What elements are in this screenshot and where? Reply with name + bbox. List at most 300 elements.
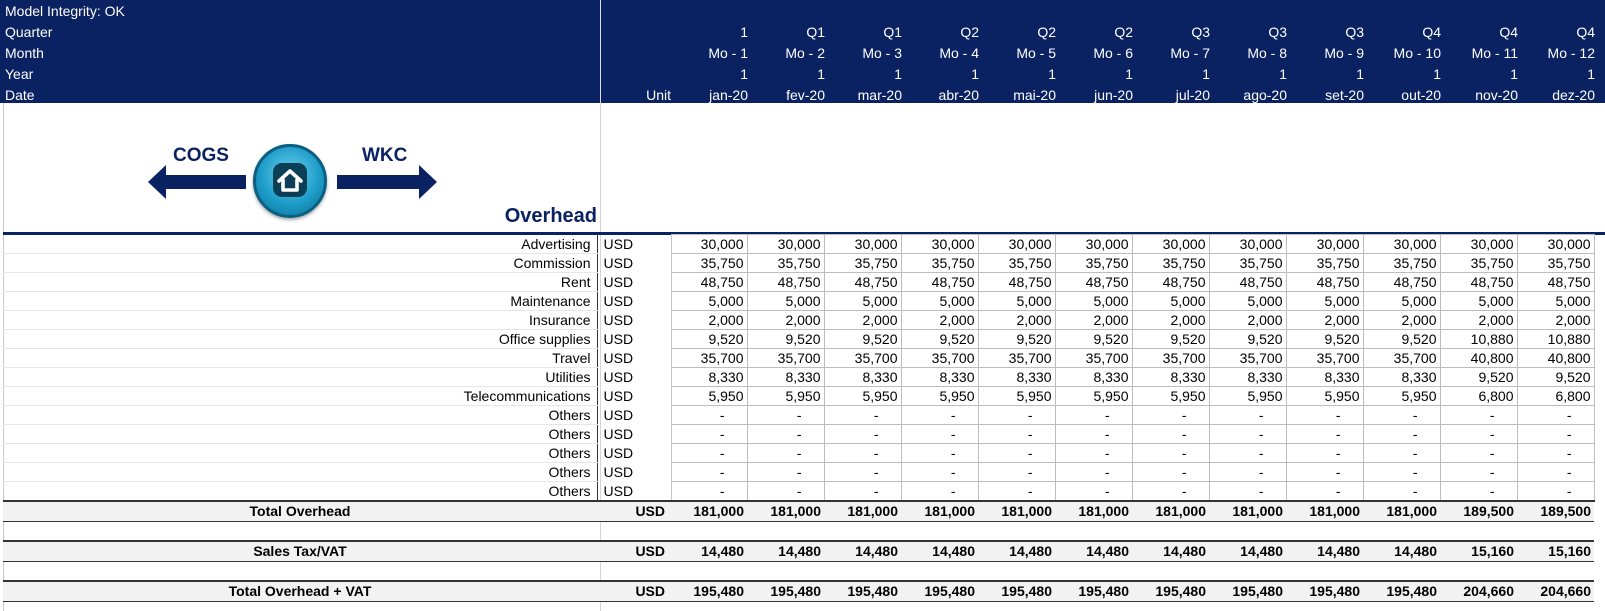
value-cell[interactable]: 9,520: [1209, 330, 1286, 349]
header-month-cell: Mo - 1: [708, 45, 748, 61]
value-cell[interactable]: 48,750: [1055, 273, 1132, 292]
row-unit[interactable]: USD: [597, 273, 671, 292]
value-cell[interactable]: -: [824, 406, 901, 425]
header-year-cell: 1: [1587, 66, 1595, 82]
value-cell[interactable]: -: [1363, 406, 1440, 425]
total-value-cell[interactable]: 195,480: [1363, 581, 1440, 601]
total-value-cell[interactable]: 195,480: [978, 581, 1055, 601]
value-cell[interactable]: 2,000: [671, 311, 747, 330]
value-cell[interactable]: 8,330: [671, 368, 747, 387]
value-cell[interactable]: -: [1055, 406, 1132, 425]
total-value-cell[interactable]: 14,480: [1055, 541, 1132, 561]
row-unit[interactable]: USD: [597, 444, 671, 463]
header-quarter-cell: Q2: [1037, 24, 1056, 40]
header-quarter-cell: Q2: [960, 24, 979, 40]
header-month-cell: Mo - 6: [1093, 45, 1133, 61]
header-year-cell: 1: [740, 66, 748, 82]
value-cell[interactable]: 2,000: [1286, 311, 1363, 330]
value-cell[interactable]: -: [978, 425, 1055, 444]
value-cell[interactable]: 35,750: [978, 254, 1055, 273]
total-value-cell[interactable]: 14,480: [671, 541, 747, 561]
total-value-cell[interactable]: 14,480: [978, 541, 1055, 561]
value-cell[interactable]: 35,700: [1209, 349, 1286, 368]
table-row: [3, 292, 1594, 311]
value-cell[interactable]: -: [978, 444, 1055, 463]
row-label: Insurance: [3, 311, 597, 330]
value-cell[interactable]: -: [671, 482, 747, 502]
value-cell[interactable]: 35,700: [978, 349, 1055, 368]
value-cell[interactable]: 48,750: [1132, 273, 1209, 292]
total-value-cell[interactable]: 181,000: [901, 501, 978, 521]
value-cell[interactable]: 10,880: [1440, 330, 1517, 349]
total-value-cell[interactable]: 181,000: [978, 501, 1055, 521]
total-row: [3, 541, 1594, 561]
value-cell[interactable]: 30,000: [671, 235, 747, 254]
header-date-cell: mai-20: [1013, 87, 1056, 103]
nav-cogs-link[interactable]: COGS: [173, 145, 229, 166]
row-label: Advertising: [3, 235, 597, 254]
header-year-cell: 1: [817, 66, 825, 82]
total-value-cell[interactable]: 195,480: [1209, 581, 1286, 601]
value-cell[interactable]: 35,700: [671, 349, 747, 368]
value-cell[interactable]: -: [747, 444, 824, 463]
row-label: Others: [3, 482, 597, 502]
value-cell[interactable]: -: [1517, 444, 1594, 463]
value-cell[interactable]: 2,000: [1209, 311, 1286, 330]
value-cell[interactable]: -: [901, 482, 978, 502]
value-cell[interactable]: 2,000: [901, 311, 978, 330]
header-date-cell: nov-20: [1475, 87, 1518, 103]
row-unit[interactable]: USD: [597, 463, 671, 482]
value-cell[interactable]: 8,330: [1286, 368, 1363, 387]
total-value-cell[interactable]: 14,480: [1209, 541, 1286, 561]
value-cell[interactable]: 9,520: [1363, 330, 1440, 349]
value-cell[interactable]: 10,880: [1517, 330, 1594, 349]
value-cell[interactable]: 2,000: [1363, 311, 1440, 330]
value-cell[interactable]: 48,750: [747, 273, 824, 292]
header-date-cell: mar-20: [857, 87, 902, 103]
total-value-cell[interactable]: 204,660: [1517, 581, 1594, 601]
value-cell[interactable]: 5,950: [1286, 387, 1363, 406]
table-row: [3, 330, 1594, 349]
spacer-cell: [3, 521, 1594, 541]
value-cell[interactable]: 6,800: [1440, 387, 1517, 406]
value-cell[interactable]: -: [1363, 425, 1440, 444]
value-cell[interactable]: 35,750: [1055, 254, 1132, 273]
value-cell[interactable]: 35,750: [1286, 254, 1363, 273]
value-cell[interactable]: 8,330: [901, 368, 978, 387]
value-cell[interactable]: 5,950: [671, 387, 747, 406]
value-cell[interactable]: -: [1440, 425, 1517, 444]
header-year-cell: 1: [1125, 66, 1133, 82]
value-cell[interactable]: -: [671, 444, 747, 463]
value-cell[interactable]: 35,750: [671, 254, 747, 273]
value-cell[interactable]: -: [901, 425, 978, 444]
value-cell[interactable]: 30,000: [747, 235, 824, 254]
total-row: [3, 581, 1594, 601]
row-label: Travel: [3, 349, 597, 368]
header-quarter-cell: Q2: [1114, 24, 1133, 40]
value-cell[interactable]: -: [978, 482, 1055, 502]
table-row: [3, 254, 1594, 273]
value-cell[interactable]: -: [747, 463, 824, 482]
row-label: Office supplies: [3, 330, 597, 349]
total-value-cell[interactable]: 195,480: [901, 581, 978, 601]
value-cell[interactable]: 9,520: [901, 330, 978, 349]
value-cell[interactable]: -: [901, 406, 978, 425]
total-value-cell[interactable]: 181,000: [1209, 501, 1286, 521]
total-value-cell[interactable]: 181,000: [1132, 501, 1209, 521]
value-cell[interactable]: -: [1132, 444, 1209, 463]
total-value-cell[interactable]: 14,480: [824, 541, 901, 561]
value-cell[interactable]: 30,000: [1286, 235, 1363, 254]
value-cell[interactable]: 5,000: [1440, 292, 1517, 311]
value-cell[interactable]: 2,000: [747, 311, 824, 330]
table-row: [3, 406, 1594, 425]
value-cell[interactable]: 30,000: [978, 235, 1055, 254]
table-row: [3, 273, 1594, 292]
total-value-cell[interactable]: 181,000: [671, 501, 747, 521]
value-cell[interactable]: 5,000: [1055, 292, 1132, 311]
value-cell[interactable]: 5,000: [1363, 292, 1440, 311]
value-cell[interactable]: -: [1363, 444, 1440, 463]
header-date-cell: jan-20: [709, 87, 748, 103]
value-cell[interactable]: 35,750: [824, 254, 901, 273]
value-cell[interactable]: 30,000: [1363, 235, 1440, 254]
home-icon: [270, 160, 310, 200]
header-year-cell: 1: [1510, 66, 1518, 82]
header-month-cell: Mo - 10: [1393, 45, 1441, 61]
row-unit[interactable]: USD: [597, 254, 671, 273]
value-cell[interactable]: -: [747, 482, 824, 502]
value-cell[interactable]: 48,750: [824, 273, 901, 292]
header-year-cell: 1: [894, 66, 902, 82]
value-cell[interactable]: 30,000: [1517, 235, 1594, 254]
value-cell[interactable]: -: [1363, 482, 1440, 502]
value-cell[interactable]: 48,750: [1440, 273, 1517, 292]
value-cell[interactable]: -: [1055, 425, 1132, 444]
value-cell[interactable]: 5,000: [824, 292, 901, 311]
value-cell[interactable]: -: [671, 406, 747, 425]
value-cell[interactable]: 35,700: [1286, 349, 1363, 368]
forward-arrow-icon[interactable]: [337, 165, 437, 199]
total-value-cell[interactable]: 189,500: [1440, 501, 1517, 521]
value-cell[interactable]: 9,520: [747, 330, 824, 349]
value-cell[interactable]: 40,800: [1517, 349, 1594, 368]
value-cell[interactable]: 5,000: [978, 292, 1055, 311]
value-cell[interactable]: -: [1286, 482, 1363, 502]
value-cell[interactable]: 9,520: [671, 330, 747, 349]
row-unit[interactable]: USD: [597, 292, 671, 311]
total-value-cell[interactable]: 14,480: [1132, 541, 1209, 561]
header-date-cell: dez-20: [1552, 87, 1595, 103]
value-cell[interactable]: -: [1286, 425, 1363, 444]
value-cell[interactable]: 8,330: [1209, 368, 1286, 387]
value-cell[interactable]: 35,750: [1517, 254, 1594, 273]
value-cell[interactable]: 35,700: [1363, 349, 1440, 368]
value-cell[interactable]: -: [1440, 444, 1517, 463]
value-cell[interactable]: 35,700: [747, 349, 824, 368]
value-cell[interactable]: -: [1055, 444, 1132, 463]
value-cell[interactable]: -: [1209, 482, 1286, 502]
row-unit[interactable]: USD: [597, 368, 671, 387]
value-cell[interactable]: 35,750: [1363, 254, 1440, 273]
table-row: [3, 349, 1594, 368]
header-date-cell: jun-20: [1094, 87, 1133, 103]
table-row: [3, 235, 1594, 254]
value-cell[interactable]: 9,520: [1440, 368, 1517, 387]
value-cell[interactable]: 2,000: [1517, 311, 1594, 330]
value-cell[interactable]: 35,750: [1132, 254, 1209, 273]
value-cell[interactable]: -: [824, 425, 901, 444]
total-value-cell[interactable]: 14,480: [1363, 541, 1440, 561]
total-label: Total Overhead: [3, 501, 597, 521]
total-value-cell[interactable]: 181,000: [1055, 501, 1132, 521]
value-cell[interactable]: 5,000: [1209, 292, 1286, 311]
total-unit[interactable]: USD: [597, 541, 671, 561]
value-cell[interactable]: -: [671, 425, 747, 444]
value-cell[interactable]: 35,700: [1132, 349, 1209, 368]
value-cell[interactable]: 5,000: [747, 292, 824, 311]
row-label: Maintenance: [3, 292, 597, 311]
value-cell[interactable]: -: [824, 482, 901, 502]
row-unit[interactable]: USD: [597, 387, 671, 406]
row-unit[interactable]: USD: [597, 425, 671, 444]
value-cell[interactable]: 2,000: [1055, 311, 1132, 330]
header-quarter-cell: Q3: [1191, 24, 1210, 40]
unit-column-header: Unit: [646, 87, 671, 103]
row-unit[interactable]: USD: [597, 349, 671, 368]
total-value-cell[interactable]: 181,000: [824, 501, 901, 521]
row-label: Rent: [3, 273, 597, 292]
row-unit[interactable]: USD: [597, 330, 671, 349]
value-cell[interactable]: 48,750: [1517, 273, 1594, 292]
header-quarter-cell: Q1: [883, 24, 902, 40]
value-cell[interactable]: -: [1286, 444, 1363, 463]
row-unit[interactable]: USD: [597, 235, 671, 254]
total-value-cell[interactable]: 195,480: [1286, 581, 1363, 601]
table-row: [3, 311, 1594, 330]
value-cell[interactable]: -: [1209, 406, 1286, 425]
total-value-cell[interactable]: 14,480: [1286, 541, 1363, 561]
value-cell[interactable]: -: [1363, 463, 1440, 482]
total-value-cell[interactable]: 15,160: [1517, 541, 1594, 561]
header-month-cell: Mo - 9: [1324, 45, 1364, 61]
value-cell[interactable]: 48,750: [1286, 273, 1363, 292]
total-value-cell[interactable]: 181,000: [1286, 501, 1363, 521]
value-cell[interactable]: 5,950: [978, 387, 1055, 406]
value-cell[interactable]: 35,700: [824, 349, 901, 368]
back-arrow-icon[interactable]: [148, 165, 246, 199]
value-cell[interactable]: -: [824, 444, 901, 463]
header-month-cell: Mo - 5: [1016, 45, 1056, 61]
value-cell[interactable]: -: [901, 444, 978, 463]
value-cell[interactable]: 8,330: [824, 368, 901, 387]
value-cell[interactable]: 9,520: [824, 330, 901, 349]
header-month-cell: Mo - 11: [1471, 45, 1518, 61]
row-label: Others: [3, 406, 597, 425]
row-unit[interactable]: USD: [597, 482, 671, 502]
value-cell[interactable]: 6,800: [1517, 387, 1594, 406]
value-cell[interactable]: -: [1209, 444, 1286, 463]
value-cell[interactable]: 35,750: [1209, 254, 1286, 273]
total-value-cell[interactable]: 195,480: [747, 581, 824, 601]
value-cell[interactable]: 5,000: [1132, 292, 1209, 311]
value-cell[interactable]: 5,950: [1132, 387, 1209, 406]
total-value-cell[interactable]: 14,480: [747, 541, 824, 561]
header-quarter-cell: Q3: [1268, 24, 1287, 40]
value-cell[interactable]: -: [978, 463, 1055, 482]
value-cell[interactable]: 30,000: [1132, 235, 1209, 254]
value-cell[interactable]: 2,000: [1132, 311, 1209, 330]
value-cell[interactable]: -: [901, 463, 978, 482]
value-cell[interactable]: -: [747, 425, 824, 444]
value-cell[interactable]: 5,000: [1517, 292, 1594, 311]
row-label: Others: [3, 463, 597, 482]
value-cell[interactable]: 35,700: [901, 349, 978, 368]
spacer-cell: [3, 561, 1594, 581]
header-month-cell: Mo - 3: [862, 45, 902, 61]
value-cell[interactable]: -: [1132, 425, 1209, 444]
total-value-cell[interactable]: 181,000: [1363, 501, 1440, 521]
total-value-cell[interactable]: 15,160: [1440, 541, 1517, 561]
value-cell[interactable]: 35,750: [1440, 254, 1517, 273]
value-cell[interactable]: -: [1132, 482, 1209, 502]
nav-wkc-link[interactable]: WKC: [362, 145, 408, 166]
total-label: Total Overhead + VAT: [3, 581, 597, 601]
row-unit[interactable]: USD: [597, 406, 671, 425]
value-cell[interactable]: 9,520: [1055, 330, 1132, 349]
value-cell[interactable]: 30,000: [1440, 235, 1517, 254]
total-unit[interactable]: USD: [597, 581, 671, 601]
value-cell[interactable]: 8,330: [1132, 368, 1209, 387]
value-cell[interactable]: -: [1440, 406, 1517, 425]
header-date-cell: jul-20: [1175, 87, 1210, 103]
header-month-cell: Mo - 8: [1247, 45, 1287, 61]
header-year-cell: 1: [971, 66, 979, 82]
total-value-cell[interactable]: 189,500: [1517, 501, 1594, 521]
value-cell[interactable]: 2,000: [1440, 311, 1517, 330]
value-cell[interactable]: -: [1517, 425, 1594, 444]
row-label-date: Date: [5, 87, 35, 103]
value-cell[interactable]: 5,950: [1363, 387, 1440, 406]
value-cell[interactable]: -: [978, 406, 1055, 425]
value-cell[interactable]: 8,330: [747, 368, 824, 387]
value-cell[interactable]: -: [1286, 406, 1363, 425]
value-cell[interactable]: 5,000: [1286, 292, 1363, 311]
model-integrity-status: Model Integrity: OK: [5, 3, 125, 19]
value-cell[interactable]: 5,000: [901, 292, 978, 311]
value-cell[interactable]: 48,750: [671, 273, 747, 292]
total-value-cell[interactable]: 204,660: [1440, 581, 1517, 601]
value-cell[interactable]: 9,520: [978, 330, 1055, 349]
total-row: [3, 501, 1594, 521]
total-value-cell[interactable]: 195,480: [824, 581, 901, 601]
value-cell[interactable]: 5,950: [1055, 387, 1132, 406]
header-year-cell: 1: [1202, 66, 1210, 82]
value-cell[interactable]: 9,520: [1517, 368, 1594, 387]
table-row: [3, 482, 1594, 502]
value-cell[interactable]: 30,000: [1055, 235, 1132, 254]
value-cell[interactable]: 35,750: [901, 254, 978, 273]
total-value-cell[interactable]: 195,480: [671, 581, 747, 601]
value-cell[interactable]: -: [824, 463, 901, 482]
value-cell[interactable]: -: [1517, 463, 1594, 482]
row-unit[interactable]: USD: [597, 311, 671, 330]
value-cell[interactable]: 35,750: [747, 254, 824, 273]
home-button[interactable]: [253, 144, 327, 218]
header-band: [0, 0, 1605, 103]
header-quarter-cell: Q4: [1576, 24, 1595, 40]
header-date-cell: out-20: [1401, 87, 1441, 103]
header-quarter-cell: Q3: [1345, 24, 1364, 40]
value-cell[interactable]: -: [1440, 463, 1517, 482]
value-cell[interactable]: -: [1209, 425, 1286, 444]
value-cell[interactable]: -: [1132, 406, 1209, 425]
header-quarter-cell: Q4: [1422, 24, 1441, 40]
value-cell[interactable]: 2,000: [824, 311, 901, 330]
total-value-cell[interactable]: 195,480: [1132, 581, 1209, 601]
table-row: [3, 444, 1594, 463]
value-cell[interactable]: -: [1517, 406, 1594, 425]
header-year-cell: 1: [1356, 66, 1364, 82]
section-title: Overhead: [504, 205, 597, 227]
value-cell[interactable]: -: [671, 463, 747, 482]
value-cell[interactable]: 30,000: [824, 235, 901, 254]
value-cell[interactable]: 5,950: [824, 387, 901, 406]
row-label: Commission: [3, 254, 597, 273]
value-cell[interactable]: 35,700: [1055, 349, 1132, 368]
value-cell[interactable]: 5,950: [901, 387, 978, 406]
header-month-cell: Mo - 7: [1170, 45, 1210, 61]
value-cell[interactable]: 8,330: [1363, 368, 1440, 387]
value-cell[interactable]: 5,950: [1209, 387, 1286, 406]
total-unit[interactable]: USD: [597, 501, 671, 521]
value-cell[interactable]: 30,000: [1209, 235, 1286, 254]
value-cell[interactable]: 48,750: [901, 273, 978, 292]
table-row: [3, 368, 1594, 387]
value-cell[interactable]: -: [1209, 463, 1286, 482]
value-cell[interactable]: 9,520: [1132, 330, 1209, 349]
value-cell[interactable]: -: [1517, 482, 1594, 502]
header-month-cell: Mo - 12: [1547, 45, 1595, 61]
value-cell[interactable]: -: [747, 406, 824, 425]
value-cell[interactable]: -: [1055, 463, 1132, 482]
value-cell[interactable]: -: [1286, 463, 1363, 482]
value-cell[interactable]: 40,800: [1440, 349, 1517, 368]
value-cell[interactable]: 9,520: [1286, 330, 1363, 349]
total-value-cell[interactable]: 195,480: [1055, 581, 1132, 601]
header-date-cell: ago-20: [1243, 87, 1287, 103]
value-cell[interactable]: 30,000: [901, 235, 978, 254]
value-cell[interactable]: 48,750: [1209, 273, 1286, 292]
header-quarter-cell: 1: [740, 24, 748, 40]
value-cell[interactable]: 2,000: [978, 311, 1055, 330]
value-cell[interactable]: -: [1055, 482, 1132, 502]
row-label: Others: [3, 444, 597, 463]
total-value-cell[interactable]: 181,000: [747, 501, 824, 521]
value-cell[interactable]: 8,330: [1055, 368, 1132, 387]
value-cell[interactable]: -: [1132, 463, 1209, 482]
total-value-cell[interactable]: 14,480: [901, 541, 978, 561]
value-cell[interactable]: 48,750: [978, 273, 1055, 292]
value-cell[interactable]: 48,750: [1363, 273, 1440, 292]
value-cell[interactable]: -: [1440, 482, 1517, 502]
value-cell[interactable]: 5,000: [671, 292, 747, 311]
value-cell[interactable]: 5,950: [747, 387, 824, 406]
value-cell[interactable]: 8,330: [978, 368, 1055, 387]
header-date-cell: fev-20: [786, 87, 825, 103]
